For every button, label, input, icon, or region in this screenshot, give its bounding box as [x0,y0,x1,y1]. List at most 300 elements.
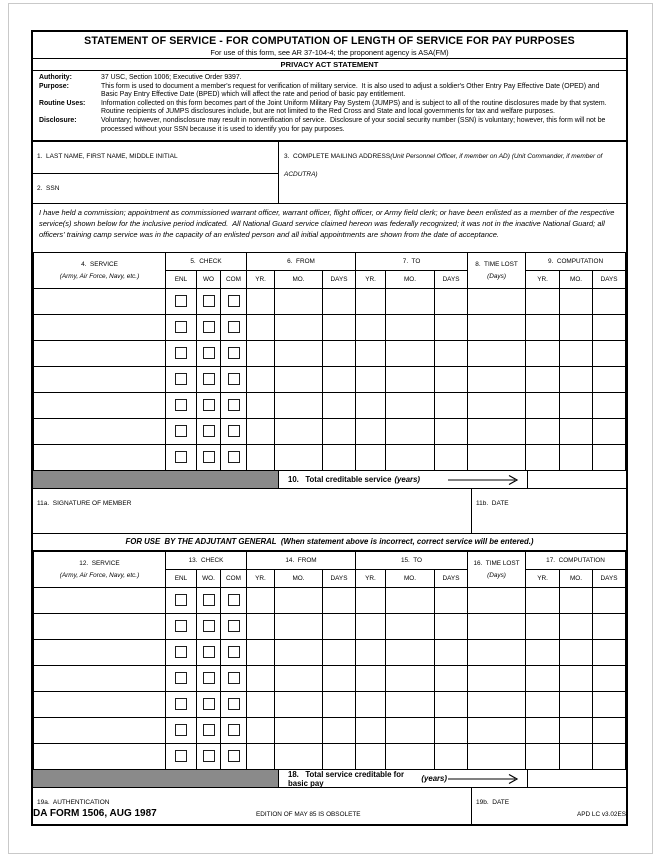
wo-checkbox-cell[interactable] [197,393,221,419]
ag-check-column-header: 13. CHECK [166,552,247,570]
ag-from-mo-cell[interactable] [275,640,323,666]
ag-to-mo-cell[interactable] [386,588,435,614]
enl-checkbox[interactable] [175,347,187,359]
ag-com-checkbox[interactable] [228,698,240,710]
comp-mo-cell[interactable] [560,289,593,315]
signature-of-member-label: 11a. SIGNATURE OF MEMBER [37,500,132,507]
ag-enl-checkbox[interactable] [175,672,187,684]
to-mo-cell[interactable] [386,289,435,315]
comp-yr-cell[interactable] [526,445,560,471]
from-mo-cell[interactable] [275,289,323,315]
ag-service-entry-row [34,588,626,614]
ag-comp-days-cell[interactable] [593,692,626,718]
com-checkbox[interactable] [228,399,240,411]
ag-from-yr-cell[interactable] [247,718,275,744]
ag-enl-checkbox-cell[interactable] [166,744,197,770]
from-mo-cell[interactable] [275,315,323,341]
ag-comp-mo-cell[interactable] [560,692,593,718]
wo-checkbox[interactable] [203,451,215,463]
ag-comp-mo-cell[interactable] [560,718,593,744]
routine-uses-text: Information collected on this form becomes part of the Joint Uniform Military Pay System (JUMPS) and is subject to all of the routine disclosures made by that system. Routine recipients of JUMPS disclosures include, but are not limited to the Red Cross and State and local governments for tax and welfare purposes. [101,99,609,116]
enl-checkbox-cell[interactable] [166,367,197,393]
ag-comp-days-cell[interactable] [593,588,626,614]
comp-days-cell[interactable] [593,289,626,315]
time-lost-cell[interactable] [468,341,526,367]
from-mo-cell[interactable] [275,367,323,393]
ag-service-entry-row [34,744,626,770]
com-checkbox[interactable] [228,451,240,463]
com-checkbox[interactable] [228,373,240,385]
enl-checkbox-cell[interactable] [166,419,197,445]
ag-wo-checkbox-cell[interactable] [197,744,221,770]
from-yr-cell[interactable] [247,393,275,419]
comp-mo-cell[interactable] [560,393,593,419]
from-yr-cell[interactable] [247,367,275,393]
ag-from-days-subheader: DAYS [323,570,356,588]
ag-com-checkbox[interactable] [228,594,240,606]
com-checkbox[interactable] [228,295,240,307]
enl-checkbox[interactable] [175,451,187,463]
to-yr-cell[interactable] [356,315,386,341]
to-mo-cell[interactable] [386,419,435,445]
ag-wo-checkbox[interactable] [203,594,215,606]
ag-enl-checkbox-cell[interactable] [166,614,197,640]
service-entry-row [34,393,626,419]
to-yr-cell[interactable] [356,289,386,315]
enl-checkbox[interactable] [175,373,187,385]
authority-text: 37 USC, Section 1006; Executive Order 9397. [101,74,242,81]
com-checkbox-cell[interactable] [221,419,247,445]
ag-from-days-cell[interactable] [323,614,356,640]
comp-days-cell[interactable] [593,393,626,419]
arrow-right-icon [447,474,521,486]
from-days-cell[interactable] [323,289,356,315]
ag-comp-yr-cell[interactable] [526,744,560,770]
enl-checkbox-cell[interactable] [166,315,197,341]
comp-days-cell[interactable] [593,367,626,393]
to-days-cell[interactable] [435,419,468,445]
ag-from-mo-cell[interactable] [275,614,323,640]
to-days-subheader: DAYS [435,271,468,289]
enl-checkbox-cell[interactable] [166,289,197,315]
ag-comp-days-cell[interactable] [593,744,626,770]
enl-checkbox[interactable] [175,321,187,333]
to-yr-cell[interactable] [356,393,386,419]
wo-checkbox[interactable] [203,373,215,385]
enl-checkbox-cell[interactable] [166,445,197,471]
comp-days-cell[interactable] [593,445,626,471]
to-days-cell[interactable] [435,367,468,393]
ag-from-mo-cell[interactable] [275,588,323,614]
ag-from-days-cell[interactable] [323,718,356,744]
ag-comp-yr-subheader: YR. [526,570,560,588]
enl-checkbox[interactable] [175,425,187,437]
ag-service-entry-cell[interactable] [34,640,166,666]
ag-from-days-cell[interactable] [323,744,356,770]
ag-from-yr-cell[interactable] [247,614,275,640]
ag-from-yr-cell[interactable] [247,640,275,666]
signature-date-field[interactable] [472,489,626,533]
service-entry-cell[interactable] [34,341,166,367]
to-mo-cell[interactable] [386,367,435,393]
ag-comp-mo-cell[interactable] [560,744,593,770]
com-checkbox-cell[interactable] [221,341,247,367]
enl-checkbox-cell[interactable] [166,341,197,367]
ag-com-checkbox-cell[interactable] [221,588,247,614]
com-checkbox-cell[interactable] [221,393,247,419]
wo-checkbox[interactable] [203,347,215,359]
ag-service-entry-cell[interactable] [34,666,166,692]
ag-from-yr-subheader: YR. [247,570,275,588]
from-mo-subheader: MO. [275,271,323,289]
signature-date-label: 11b. DATE [476,500,509,507]
ag-com-checkbox-cell[interactable] [221,614,247,640]
service-column-header: 4. SERVICE (Army, Air Force, Navy, etc.) [34,253,166,289]
ag-enl-checkbox[interactable] [175,594,187,606]
wo-checkbox[interactable] [203,321,215,333]
form-subtitle: For use of this form, see AR 37-104-4; the proponent agency is ASA(FM) [210,48,449,57]
ag-com-checkbox-cell[interactable] [221,640,247,666]
last-name-label: 1. LAST NAME, FIRST NAME, MIDDLE INITIAL [37,153,178,160]
comp-mo-cell[interactable] [560,341,593,367]
ag-to-yr-cell[interactable] [356,640,386,666]
shaded-band [33,471,279,488]
from-yr-cell[interactable] [247,315,275,341]
ag-enl-checkbox-cell[interactable] [166,666,197,692]
ag-time-lost-cell[interactable] [468,588,526,614]
purpose-label: Purpose: [39,82,69,90]
ag-comp-days-cell[interactable] [593,718,626,744]
comp-mo-subheader: MO. [560,271,593,289]
ag-com-checkbox[interactable] [228,646,240,658]
ag-from-days-cell[interactable] [323,666,356,692]
ag-comp-mo-cell[interactable] [560,588,593,614]
ag-enl-checkbox-cell[interactable] [166,692,197,718]
enl-checkbox[interactable] [175,399,187,411]
ag-service-entry-cell[interactable] [34,614,166,640]
service-entry-cell[interactable] [34,445,166,471]
total-creditable-service-label: 10. Total creditable service (years) [279,471,528,488]
ag-comp-yr-cell[interactable] [526,614,560,640]
disclosure-label: Disclosure: [39,116,77,124]
time-lost-cell[interactable] [468,419,526,445]
ag-to-days-cell[interactable] [435,692,468,718]
ag-com-checkbox-cell[interactable] [221,692,247,718]
total-basic-pay-row [33,770,626,788]
wo-checkbox-cell[interactable] [197,289,221,315]
wo-checkbox[interactable] [203,399,215,411]
com-checkbox-cell[interactable] [221,445,247,471]
total-creditable-service-value-cell[interactable] [528,471,626,488]
from-mo-cell[interactable] [275,445,323,471]
service-entry-cell[interactable] [34,393,166,419]
form-footer [31,808,628,824]
ag-time-lost-cell[interactable] [468,614,526,640]
ag-arrow-right-icon [447,773,521,785]
ag-service-entry-cell[interactable] [34,692,166,718]
ag-to-mo-cell[interactable] [386,666,435,692]
ag-comp-yr-cell[interactable] [526,718,560,744]
ag-wo-checkbox-cell[interactable] [197,718,221,744]
comp-yr-cell[interactable] [526,367,560,393]
comp-mo-cell[interactable] [560,419,593,445]
ag-com-checkbox[interactable] [228,724,240,736]
com-checkbox-cell[interactable] [221,367,247,393]
from-mo-cell[interactable] [275,341,323,367]
ag-to-yr-cell[interactable] [356,614,386,640]
enl-checkbox[interactable] [175,295,187,307]
to-days-cell[interactable] [435,289,468,315]
to-yr-cell[interactable] [356,367,386,393]
ag-to-yr-cell[interactable] [356,718,386,744]
ag-from-yr-cell[interactable] [247,744,275,770]
service-entry-cell[interactable] [34,419,166,445]
to-days-cell[interactable] [435,393,468,419]
total-basic-pay-value-cell[interactable] [528,770,626,787]
com-checkbox-cell[interactable] [221,289,247,315]
member-service-table [33,252,626,471]
ag-to-mo-cell[interactable] [386,692,435,718]
apd-code: APD LC v3.02ES [576,811,626,818]
ag-com-checkbox[interactable] [228,750,240,762]
purpose-text: This form is used to document a member's request for verification of military service. It is also used to adjust a soldier's Other Entry Pay Effective Date (OPED) and Basic Pay Entry Effective Date (BPED) which will affect the rate and period of basic pay entitlement. [101,82,600,99]
comp-days-cell[interactable] [593,315,626,341]
privacy-routine-uses-row [39,100,620,117]
ag-comp-days-cell[interactable] [593,640,626,666]
authentication-label: 19a. AUTHENTICATION [37,799,110,806]
ag-to-days-subheader: DAYS [435,570,468,588]
ag-enl-checkbox[interactable] [175,646,187,658]
comp-mo-cell[interactable] [560,445,593,471]
ag-comp-days-cell[interactable] [593,614,626,640]
routine-uses-label: Routine Uses: [39,99,86,107]
wo-checkbox-cell[interactable] [197,315,221,341]
ag-service-entry-row [34,666,626,692]
ag-from-days-cell[interactable] [323,588,356,614]
ag-from-yr-cell[interactable] [247,692,275,718]
service-entry-cell[interactable] [34,315,166,341]
from-days-cell[interactable] [323,315,356,341]
ag-from-yr-cell[interactable] [247,666,275,692]
ag-to-yr-cell[interactable] [356,588,386,614]
comp-yr-cell[interactable] [526,419,560,445]
total-creditable-service-row [33,471,626,489]
ag-com-checkbox-cell[interactable] [221,718,247,744]
privacy-disclosure-row [39,117,620,134]
service-entry-cell[interactable] [34,289,166,315]
comp-days-cell[interactable] [593,419,626,445]
time-lost-column-header: 8. TIME LOST (Days) [468,253,526,289]
from-yr-cell[interactable] [247,419,275,445]
service-entry-row [34,367,626,393]
signature-of-member-field[interactable] [33,489,472,533]
to-days-cell[interactable] [435,341,468,367]
mailing-address-field[interactable] [279,142,626,203]
wo-checkbox-cell[interactable] [197,445,221,471]
time-lost-cell[interactable] [468,367,526,393]
ag-comp-mo-cell[interactable] [560,666,593,692]
ag-service-entry-cell[interactable] [34,588,166,614]
service-entry-row [34,445,626,471]
from-yr-subheader: YR. [247,271,275,289]
comp-days-cell[interactable] [593,341,626,367]
ag-to-yr-cell[interactable] [356,666,386,692]
ssn-field[interactable] [33,174,278,203]
to-mo-subheader: MO. [386,271,435,289]
ag-wo-checkbox[interactable] [203,724,215,736]
from-mo-cell[interactable] [275,393,323,419]
service-entry-row [34,315,626,341]
ag-comp-yr-cell[interactable] [526,588,560,614]
ag-com-checkbox[interactable] [228,620,240,632]
from-days-cell[interactable] [323,419,356,445]
from-yr-cell[interactable] [247,445,275,471]
comp-yr-cell[interactable] [526,315,560,341]
ag-service-entry-cell[interactable] [34,718,166,744]
enl-checkbox-cell[interactable] [166,393,197,419]
wo-checkbox[interactable] [203,425,215,437]
from-days-cell[interactable] [323,341,356,367]
to-yr-cell[interactable] [356,419,386,445]
time-lost-cell[interactable] [468,393,526,419]
ag-wo-checkbox[interactable] [203,750,215,762]
com-checkbox[interactable] [228,425,240,437]
from-days-cell[interactable] [323,393,356,419]
ag-comp-days-cell[interactable] [593,666,626,692]
ag-time-lost-cell[interactable] [468,640,526,666]
to-mo-cell[interactable] [386,315,435,341]
ag-comp-yr-cell[interactable] [526,640,560,666]
enl-subheader: ENL [166,271,197,289]
ag-enl-checkbox-cell[interactable] [166,640,197,666]
from-yr-cell[interactable] [247,341,275,367]
to-mo-cell[interactable] [386,393,435,419]
adjutant-general-banner: FOR USE BY THE ADJUTANT GENERAL (When statement above is incorrect, correct service will be entered.) [33,534,626,551]
ag-wo-subheader: WO. [197,570,221,588]
ag-time-lost-cell[interactable] [468,692,526,718]
comp-days-subheader: DAYS [593,271,626,289]
ag-time-lost-cell[interactable] [468,744,526,770]
ag-to-days-cell[interactable] [435,640,468,666]
ag-time-lost-cell[interactable] [468,718,526,744]
service-entry-cell[interactable] [34,367,166,393]
ag-from-mo-cell[interactable] [275,666,323,692]
ag-wo-checkbox[interactable] [203,672,215,684]
ag-to-days-cell[interactable] [435,718,468,744]
ag-comp-yr-cell[interactable] [526,692,560,718]
ag-wo-checkbox-cell[interactable] [197,588,221,614]
ag-enl-subheader: ENL [166,570,197,588]
ag-wo-checkbox-cell[interactable] [197,692,221,718]
comp-yr-cell[interactable] [526,289,560,315]
ag-from-mo-cell[interactable] [275,692,323,718]
ag-from-yr-cell[interactable] [247,588,275,614]
last-name-field[interactable] [33,142,278,174]
ag-from-days-cell[interactable] [323,640,356,666]
com-checkbox[interactable] [228,347,240,359]
ag-to-mo-cell[interactable] [386,744,435,770]
wo-checkbox-cell[interactable] [197,419,221,445]
ag-comp-yr-cell[interactable] [526,666,560,692]
ag-to-yr-cell[interactable] [356,744,386,770]
mailing-address-label: 3. COMPLETE MAILING ADDRESS(Unit Personnel Officer, if member on AD) (Unit Commander, if member of ACDUTRA) [284,153,603,178]
ag-enl-checkbox[interactable] [175,698,187,710]
ag-from-mo-cell[interactable] [275,744,323,770]
ag-to-yr-subheader: YR. [356,570,386,588]
wo-checkbox-cell[interactable] [197,367,221,393]
ag-enl-checkbox-cell[interactable] [166,588,197,614]
to-days-cell[interactable] [435,315,468,341]
ag-service-entry-row [34,692,626,718]
to-mo-cell[interactable] [386,445,435,471]
ag-com-checkbox[interactable] [228,672,240,684]
ag-enl-checkbox-cell[interactable] [166,718,197,744]
ag-to-mo-cell[interactable] [386,614,435,640]
ag-com-checkbox-cell[interactable] [221,744,247,770]
to-yr-cell[interactable] [356,445,386,471]
ag-service-entry-cell[interactable] [34,744,166,770]
ag-comp-mo-cell[interactable] [560,640,593,666]
ag-to-days-cell[interactable] [435,666,468,692]
ag-to-days-cell[interactable] [435,588,468,614]
ag-from-mo-cell[interactable] [275,718,323,744]
to-yr-cell[interactable] [356,341,386,367]
ag-to-yr-cell[interactable] [356,692,386,718]
wo-checkbox[interactable] [203,295,215,307]
ag-com-checkbox-cell[interactable] [221,666,247,692]
ag-wo-checkbox[interactable] [203,698,215,710]
comp-mo-cell[interactable] [560,315,593,341]
privacy-purpose-row [39,83,620,100]
time-lost-cell[interactable] [468,315,526,341]
ag-service-entry-row [34,614,626,640]
ag-wo-checkbox-cell[interactable] [197,614,221,640]
com-checkbox-cell[interactable] [221,315,247,341]
time-lost-cell[interactable] [468,289,526,315]
ag-to-days-cell[interactable] [435,614,468,640]
ag-time-lost-cell[interactable] [468,666,526,692]
ag-to-days-cell[interactable] [435,744,468,770]
ag-wo-checkbox[interactable] [203,620,215,632]
service-entry-row [34,419,626,445]
from-yr-cell[interactable] [247,289,275,315]
comp-yr-cell[interactable] [526,393,560,419]
from-days-cell[interactable] [323,367,356,393]
ag-comp-mo-cell[interactable] [560,614,593,640]
comp-mo-cell[interactable] [560,367,593,393]
ag-wo-checkbox-cell[interactable] [197,640,221,666]
wo-checkbox-cell[interactable] [197,341,221,367]
to-mo-cell[interactable] [386,341,435,367]
ag-enl-checkbox[interactable] [175,750,187,762]
ag-wo-checkbox-cell[interactable] [197,666,221,692]
ag-from-days-cell[interactable] [323,692,356,718]
ag-to-mo-cell[interactable] [386,640,435,666]
comp-yr-cell[interactable] [526,341,560,367]
ag-enl-checkbox[interactable] [175,724,187,736]
com-subheader: COM [221,271,247,289]
ag-wo-checkbox[interactable] [203,646,215,658]
to-days-cell[interactable] [435,445,468,471]
time-lost-cell[interactable] [468,445,526,471]
ag-enl-checkbox[interactable] [175,620,187,632]
from-mo-cell[interactable] [275,419,323,445]
ag-computation-column-header: 17. COMPUTATION [526,552,626,570]
ag-to-mo-cell[interactable] [386,718,435,744]
com-checkbox[interactable] [228,321,240,333]
from-days-cell[interactable] [323,445,356,471]
wo-subheader: WO [197,271,221,289]
